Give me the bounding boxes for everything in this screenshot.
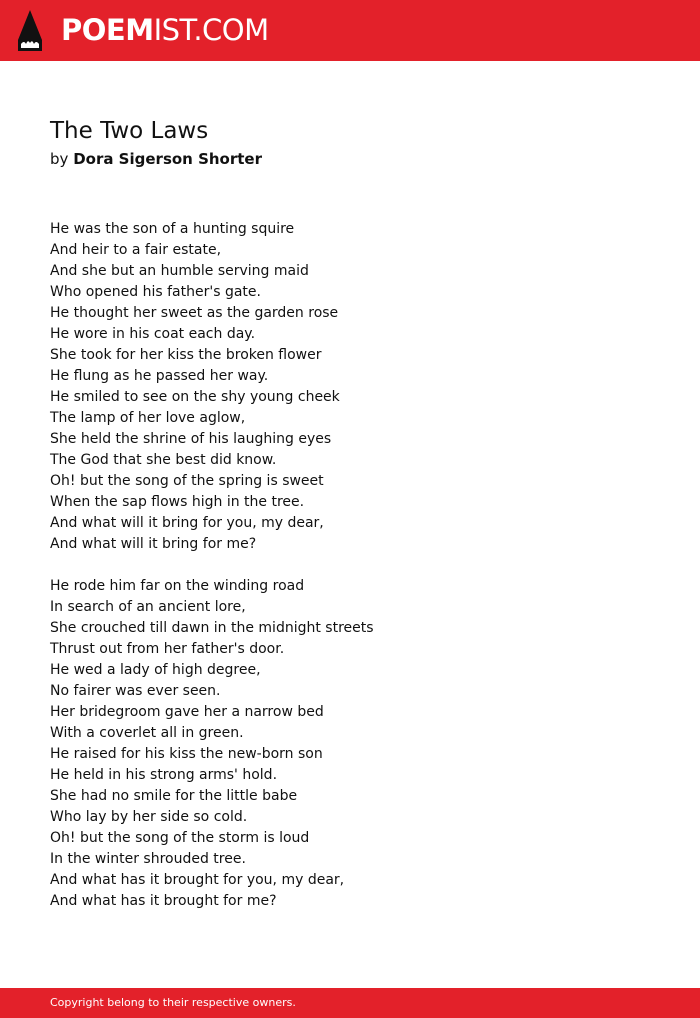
by-label: by bbox=[50, 150, 69, 168]
stanza bbox=[50, 576, 650, 912]
poem-line: Thrust out from her father's door. bbox=[50, 641, 285, 657]
poem-line: And she but an humble serving maid bbox=[50, 263, 309, 279]
poem-line: When the sap flows high in the tree. bbox=[50, 494, 305, 510]
poem-line: He raised for his kiss the new-born son bbox=[50, 746, 323, 762]
poem-line: Her bridegroom gave her a narrow bed bbox=[50, 704, 324, 720]
poem-line: Who lay by her side so cold. bbox=[50, 809, 248, 825]
poem-line: She held the shrine of his laughing eyes bbox=[50, 431, 332, 447]
poem-body bbox=[50, 219, 650, 933]
stanza bbox=[50, 219, 650, 555]
poem-line: He held in his strong arms' hold. bbox=[50, 767, 278, 783]
poem-line: The God that she best did know. bbox=[50, 452, 277, 468]
poem-line: She crouched till dawn in the midnight streets bbox=[50, 620, 374, 636]
poem-line: Oh! but the song of the spring is sweet bbox=[50, 473, 324, 489]
poem-line: And what will it bring for you, my dear, bbox=[50, 515, 324, 531]
poem-line: And what will it bring for me? bbox=[50, 536, 257, 552]
poem-line: And what has it brought for me? bbox=[50, 893, 277, 909]
poem-line: He was the son of a hunting squire bbox=[50, 221, 295, 237]
logo-light-text: IST.COM bbox=[153, 13, 269, 47]
poem-line: She had no smile for the little babe bbox=[50, 788, 298, 804]
site-footer bbox=[0, 988, 700, 1018]
poem-line: In search of an ancient lore, bbox=[50, 599, 246, 615]
poem-line: He thought her sweet as the garden rose bbox=[50, 305, 339, 321]
poem-line: And what has it brought for you, my dear, bbox=[50, 872, 345, 888]
site-logo[interactable] bbox=[61, 12, 269, 48]
site-header bbox=[0, 0, 700, 61]
poem-line: He wed a lady of high degree, bbox=[50, 662, 261, 678]
pencil-tip-icon[interactable] bbox=[18, 10, 42, 51]
byline bbox=[50, 148, 262, 170]
poem-line: With a coverlet all in green. bbox=[50, 725, 244, 741]
poem-line: Oh! but the song of the storm is loud bbox=[50, 830, 310, 846]
author-name: Dora Sigerson Shorter bbox=[73, 150, 262, 168]
poem-title: The Two Laws bbox=[50, 118, 209, 144]
poem-line: The lamp of her love aglow, bbox=[50, 410, 246, 426]
poem-line: He flung as he passed her way. bbox=[50, 368, 269, 384]
poem-line: He rode him far on the winding road bbox=[50, 578, 305, 594]
logo-bold-text: POEM bbox=[61, 13, 154, 47]
poem-line: In the winter shrouded tree. bbox=[50, 851, 246, 867]
poem-line: He wore in his coat each day. bbox=[50, 326, 256, 342]
poem-line: Who opened his father's gate. bbox=[50, 284, 261, 300]
poem-line: And heir to a fair estate, bbox=[50, 242, 222, 258]
poem-line: She took for her kiss the broken flower bbox=[50, 347, 322, 363]
poem-line: No fairer was ever seen. bbox=[50, 683, 221, 699]
poem-line: He smiled to see on the shy young cheek bbox=[50, 389, 340, 405]
copyright-notice: Copyright belong to their respective owners. bbox=[50, 996, 296, 1009]
